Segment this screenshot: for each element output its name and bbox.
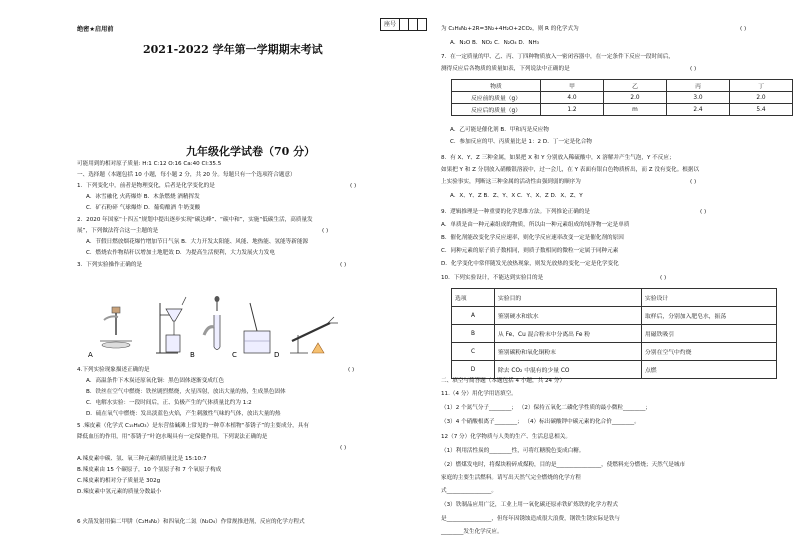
q4-option-b: B．铁丝在空气中燃烧：铁丝剧烈燃烧，火星四射，放出大量的热，生成黑色固体 [86, 389, 286, 395]
table-cell: 5.4 [730, 104, 793, 116]
q1-stem: 1．下列变化中，前者是物理变化，后者是化学变化的是 [77, 183, 215, 189]
q10-answer-paren[interactable]: ( ) [660, 275, 667, 281]
q7-options-row2: C．参加反应的甲、丙质量比是 1：2 D．丁一定是化合物 [450, 139, 592, 145]
q10-stem: 10．下列实验设计，不能达到实验目的是 [441, 275, 544, 281]
q8-line3: 上实验事实，判断这三种金属的活动性由强到弱的顺序为 [441, 179, 581, 185]
figure-c-dropper [204, 296, 220, 350]
table-cell: 丁 [730, 80, 793, 92]
seat-label: 座号 [381, 19, 400, 30]
q12-line1: （1）利用活性炭的________性，可将红糖脱色变成白糖。 [441, 448, 585, 454]
table-cell: 分别在空气中灼烧 [642, 343, 777, 361]
table-cell: 实验目的 [495, 289, 642, 307]
table-cell: 鉴别碳粉和氧化铜粉末 [495, 343, 642, 361]
table-cell: 丙 [667, 80, 730, 92]
q4-option-a: A．高温条件下木炭还原氧化铜：黑色固体逐渐变成红色 [86, 378, 225, 384]
table-row [452, 343, 777, 361]
q5-option-d: D.辣皮素中氢元素的质量分数最小 [77, 489, 162, 495]
q9-option-d: D．化学变化中常伴随发光放热现象，则发光放热的变化一定是化学变化 [441, 261, 619, 267]
q6-answer-paren[interactable]: ( ) [740, 26, 747, 32]
table-row [452, 361, 777, 379]
seat-number-box [380, 18, 427, 31]
q6-line2: 为 C₂H₈N₂+2R=3N₂+4H₂O+2CO₂，则 R 的化学式为 [441, 26, 579, 32]
table-cell: 甲 [541, 80, 604, 92]
q6-options: A．N₂O B．NO₂ C．N₂O₄ D．NH₃ [450, 40, 539, 46]
q2-options-row2: C．燃烧农作物秸秆以增加土地肥效 D．为提高生活便利，大力发展火力发电 [86, 250, 275, 256]
q9-option-a: A．单质是由一种元素组成的物质，所以由一种元素组成的纯净物一定是单质 [441, 222, 630, 228]
q8-answer-paren[interactable]: ( ) [690, 179, 697, 185]
q11-part-b: （3）4 个硝酸根离子________； （4）标出碳酸钾中碳元素的化合价________。 [441, 419, 640, 425]
figure-a-label: A [88, 351, 93, 359]
table-cell: 实验设计 [642, 289, 777, 307]
figure-c-label: C [232, 351, 237, 359]
q7-line2: 测得反应后各物质的质量如表，下列说法中正确的是 [441, 66, 570, 72]
section2-heading: 二、填空与简答题（本题包括 4 小题，共 24 分） [441, 378, 566, 384]
q9-option-b: B．催化剂能改变化学反应速率，则化学反应速率改变一定是催化剂的原因 [441, 235, 624, 241]
table-cell: 2.0 [604, 92, 667, 104]
seat-cell[interactable] [409, 19, 418, 30]
q11-part-a: （1）2 个氮气分子________； （2）保持五氧化二磷化学性质的最小微粒________； [441, 405, 652, 411]
q4-option-c: C．电解水实验：一段时间后，正、负极产生的气体质量比约为 1:2 [86, 400, 252, 406]
table-cell: C [452, 343, 495, 361]
q8-line1: 8．有 X、Y、Z 三种金属，如果把 X 和 Y 分别放入稀硫酸中，X 溶解并产生气泡，Y 不反应； [441, 155, 675, 161]
seat-cell[interactable] [400, 19, 409, 30]
figure-b-label: B [190, 351, 195, 359]
q12-line7: ________发生化学反应。 [441, 529, 503, 535]
q12-line5: （3）铁制品应用广泛，工业上用一氧化碳还原赤铁矿炼铁的化学方程式 [441, 502, 618, 508]
q12-stem: 12（7 分）化学物质与人类的生产、生活息息相关。 [441, 434, 571, 440]
figure-heating-tube [290, 317, 338, 353]
table-row [452, 104, 793, 116]
table-cell: D [452, 361, 495, 379]
exam-subtitle: 九年级化学试卷（70 分） [186, 145, 316, 158]
q9-stem: 9．逻辑推理是一种重要的化学思维方法。下列推论正确的是 [441, 209, 590, 215]
q8-line2: 如果把 Y 和 Z 分别放入硝酸银溶液中，过一会儿，在 Y 表面有银白色物质析出，而 Z 没有变化。根据以 [441, 167, 700, 173]
table-cell: m [604, 104, 667, 116]
table-cell: 1.2 [541, 104, 604, 116]
q4-answer-paren[interactable]: ( ) [348, 367, 355, 373]
table-row [452, 307, 777, 325]
q9-answer-paren[interactable]: ( ) [700, 209, 707, 215]
q8-options: A．X、Y、Z B．Z、Y、X C．Y、X、Z D．X、Z、Y [450, 193, 583, 199]
q3-stem: 3．下列实验操作正确的是 [77, 262, 143, 268]
q5-line1: 5 .辣皮素（化学式 C₁₅H₈O₃）是东营盐碱滩上常见的一种草本植物“茶锈子”的主要成分，具有 [77, 423, 309, 429]
exam-title: 2021-2022 学年第一学期期末考试 [143, 43, 323, 56]
q7-answer-paren[interactable]: ( ) [690, 66, 697, 72]
table-cell: 除去 CO₂ 中混有的少量 CO [495, 361, 642, 379]
table-cell: 选项 [452, 289, 495, 307]
q4-option-d: D．硫在氧气中燃烧：发出淡蓝色火焰，产生刺激性气味的气体，放出大量的热 [86, 411, 281, 417]
q6-line1: 6 火箭发射用偏二甲肼（C₂H₈N₂）和四氧化二氮（N₂O₄）作常规推进剂，反应的化学方程式 [77, 519, 305, 525]
table-cell: 鉴别硬水和软水 [495, 307, 642, 325]
table-cell: 从 Fe、Cu 混合粉末中分离出 Fe 粉 [495, 325, 642, 343]
table-cell: 乙 [604, 80, 667, 92]
figure-d-label: D [274, 351, 280, 359]
table-cell: 取样后，分别加入肥皂水，振荡 [642, 307, 777, 325]
table-row [452, 289, 777, 307]
q5-option-a: A.辣皮素中碳、氢、氧三种元素的质量比是 15:10:7 [77, 456, 207, 462]
atomic-masses: 可能用到的相对原子质量: H:1 C:12 O:16 Ca:40 Cl:35.5 [77, 161, 222, 167]
seat-cell[interactable] [418, 19, 426, 30]
table-row [452, 92, 793, 104]
q10-experiment-table [451, 288, 777, 379]
table-cell: 2.0 [730, 92, 793, 104]
q12-line6: 是________________，但每年因锈蚀造成很大浪费，钢铁生锈实际是铁与 [441, 516, 621, 522]
q1-options-row1: A．冰雪融化 火药爆炸 B．木条燃烧 酒精挥发 [86, 194, 200, 200]
q2-options-row1: A．节假日燃放烟花爆竹增加节日气氛 B．大力开发太阳能、风能、地热能、氢能等新能源 [86, 239, 309, 245]
table-cell: 反应前的质量（g） [452, 92, 541, 104]
table-row [452, 80, 793, 92]
q12-line2: （2）燃煤发电时，将煤块粉碎成煤粉，目的是________________，使燃料充分燃烧；天然气是城市 [441, 462, 686, 468]
table-cell: 用磁铁吸引 [642, 325, 777, 343]
q2-line1: 2．2020 年国家“十四五”规划中提出逐步实现“碳达峰”、“碳中和”，实施“低碳生活，高质量发 [77, 217, 313, 223]
q5-answer-paren[interactable]: ( ) [340, 445, 347, 451]
table-cell: 物质 [452, 80, 541, 92]
q3-answer-paren[interactable]: ( ) [340, 262, 347, 268]
q3-apparatus-figures [86, 295, 356, 360]
q12-line3: 家庭的主要生活燃料。请写出天然气完全燃烧的化学方程 [441, 475, 581, 481]
q7-options-row1: A．乙可能是催化剂 B．甲和丙是反应物 [450, 127, 549, 133]
figure-b-filtration [156, 297, 186, 353]
q1-options-row2: C．矿石粉碎 气球爆炸 D．葡萄酿酒 牛奶变酸 [86, 205, 201, 211]
section1-heading: 一、选择题（本题包括 10 小题，每小题 2 分，共 20 分。每题只有一个选项符合题意） [77, 172, 296, 178]
q5-option-c: C.辣皮素的相对分子质量是 302g [77, 478, 161, 484]
table-cell: A [452, 307, 495, 325]
q2-line2: 展”，下列做法符合这一主题的是 [77, 228, 159, 234]
q7-line1: 7．在一定质量的甲、乙、丙、丁四种物质放入一密闭容器中，在一定条件下反应一段时间后， [441, 54, 674, 60]
table-cell: B [452, 325, 495, 343]
figure-a-pouring [100, 307, 132, 348]
q1-answer-paren[interactable]: ( ) [350, 183, 357, 189]
table-cell: 点燃 [642, 361, 777, 379]
table-cell: 3.0 [667, 92, 730, 104]
q11-stem: 11.（4 分）用化学用语填空。 [441, 391, 517, 397]
figure-d-beaker [244, 303, 270, 353]
table-cell: 4.0 [541, 92, 604, 104]
q12-line4: 式________________。 [441, 488, 497, 494]
table-row [452, 325, 777, 343]
q5-line2: 降低血压的作用，用“茶锈子”叶泡水喝具有一定保健作用。下列说法正确的是 [77, 434, 268, 440]
table-cell: 2.4 [667, 104, 730, 116]
secret-label: 绝密★启用前 [77, 26, 114, 33]
q9-option-c: C．同种元素的原子质子数相同，则质子数相同的微粒一定属于同种元素 [441, 248, 619, 254]
q5-option-b: B.辣皮素由 15 个碳原子，10 个氢原子和 7 个氧原子构成 [77, 467, 222, 473]
q7-mass-table [451, 79, 793, 116]
q2-answer-paren[interactable]: ( ) [322, 228, 329, 234]
table-cell: 反应后的质量（g） [452, 104, 541, 116]
q4-stem: 4.下列实验现象描述正确的是 [77, 367, 150, 373]
